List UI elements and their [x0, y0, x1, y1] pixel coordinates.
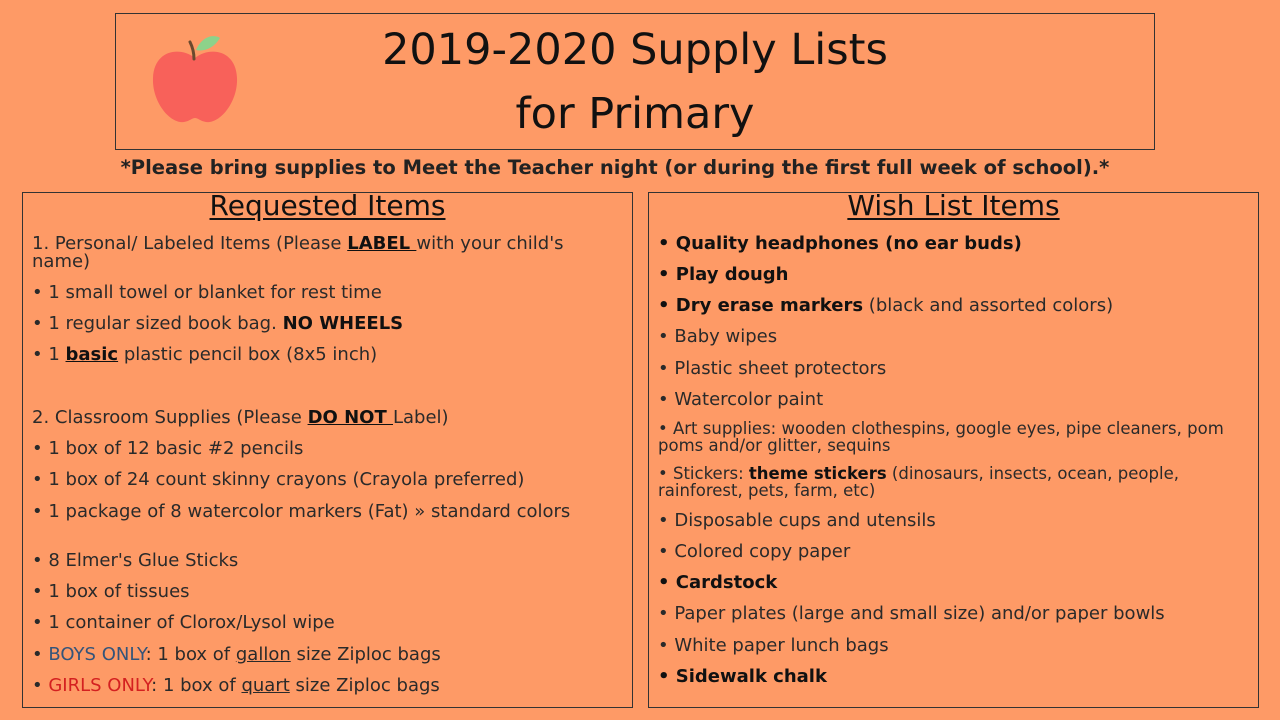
- list-item-glue: • 8 Elmer's Glue Sticks: [32, 550, 239, 571]
- wish-item-paper-plates: • Paper plates (large and small size) and/or paper bowls: [658, 603, 1165, 624]
- wish-item-baby-wipes: • Baby wipes: [658, 326, 778, 347]
- wishlist-heading: Wish List Items: [847, 189, 1060, 222]
- list-item-girls-only: • GIRLS ONLY: 1 box of quart size Ziploc bags: [32, 675, 440, 696]
- page-title: 2019-2020 Supply Lists: [382, 25, 888, 75]
- list-item-crayons: • 1 box of 24 count skinny crayons (Crayola preferred): [32, 469, 525, 490]
- requested-heading: Requested Items: [209, 189, 446, 222]
- wish-item-cardstock: • Cardstock: [658, 572, 778, 593]
- wish-list-panel: [648, 189, 1259, 708]
- wish-item-cups: • Disposable cups and utensils: [658, 510, 936, 531]
- wish-item-watercolor: • Watercolor paint: [658, 389, 824, 410]
- list-item-boys-only: • BOYS ONLY: 1 box of gallon size Ziploc bags: [32, 644, 441, 665]
- list-item-pencil-box: • 1 basic plastic pencil box (8x5 inch): [32, 344, 378, 365]
- list-item-pencils: • 1 box of 12 basic #2 pencils: [32, 438, 304, 459]
- list-item-wipes: • 1 container of Clorox/Lysol wipe: [32, 612, 335, 633]
- requested-items-panel: [22, 189, 633, 708]
- title-box: [115, 13, 1155, 150]
- wish-item-art-supplies: • Art supplies: wooden clothespins, google eyes, pipe cleaners, pom poms and/or glitter, sequins: [658, 419, 1224, 455]
- personal-items-header: 1. Personal/ Labeled Items (Please LABEL with your child's name): [32, 233, 564, 272]
- supply-note: *Please bring supplies to Meet the Teacher night (or during the first full week of school).*: [120, 156, 1110, 179]
- page-subtitle: for Primary: [515, 89, 755, 139]
- classroom-supplies-header: 2. Classroom Supplies (Please DO NOT Label): [32, 407, 449, 428]
- wish-item-headphones: • Quality headphones (no ear buds): [658, 233, 1022, 254]
- wish-item-lunch-bags: • White paper lunch bags: [658, 635, 889, 656]
- list-item-tissues: • 1 box of tissues: [32, 581, 190, 602]
- wish-item-stickers: • Stickers: theme stickers (dinosaurs, insects, ocean, people, rainforest, pets, farm, etc): [658, 464, 1179, 500]
- wish-item-sheet-protectors: • Plastic sheet protectors: [658, 358, 887, 379]
- wish-item-sidewalk-chalk: • Sidewalk chalk: [658, 666, 827, 687]
- list-item-towel: • 1 small towel or blanket for rest time: [32, 282, 382, 303]
- list-item-bookbag: • 1 regular sized book bag. NO WHEELS: [32, 313, 404, 334]
- wish-item-dry-erase-markers: • Dry erase markers (black and assorted colors): [658, 295, 1114, 316]
- list-item-markers: • 1 package of 8 watercolor markers (Fat) » standard colors: [32, 501, 571, 522]
- wish-item-copy-paper: • Colored copy paper: [658, 541, 851, 562]
- wish-item-play-dough: • Play dough: [658, 264, 789, 285]
